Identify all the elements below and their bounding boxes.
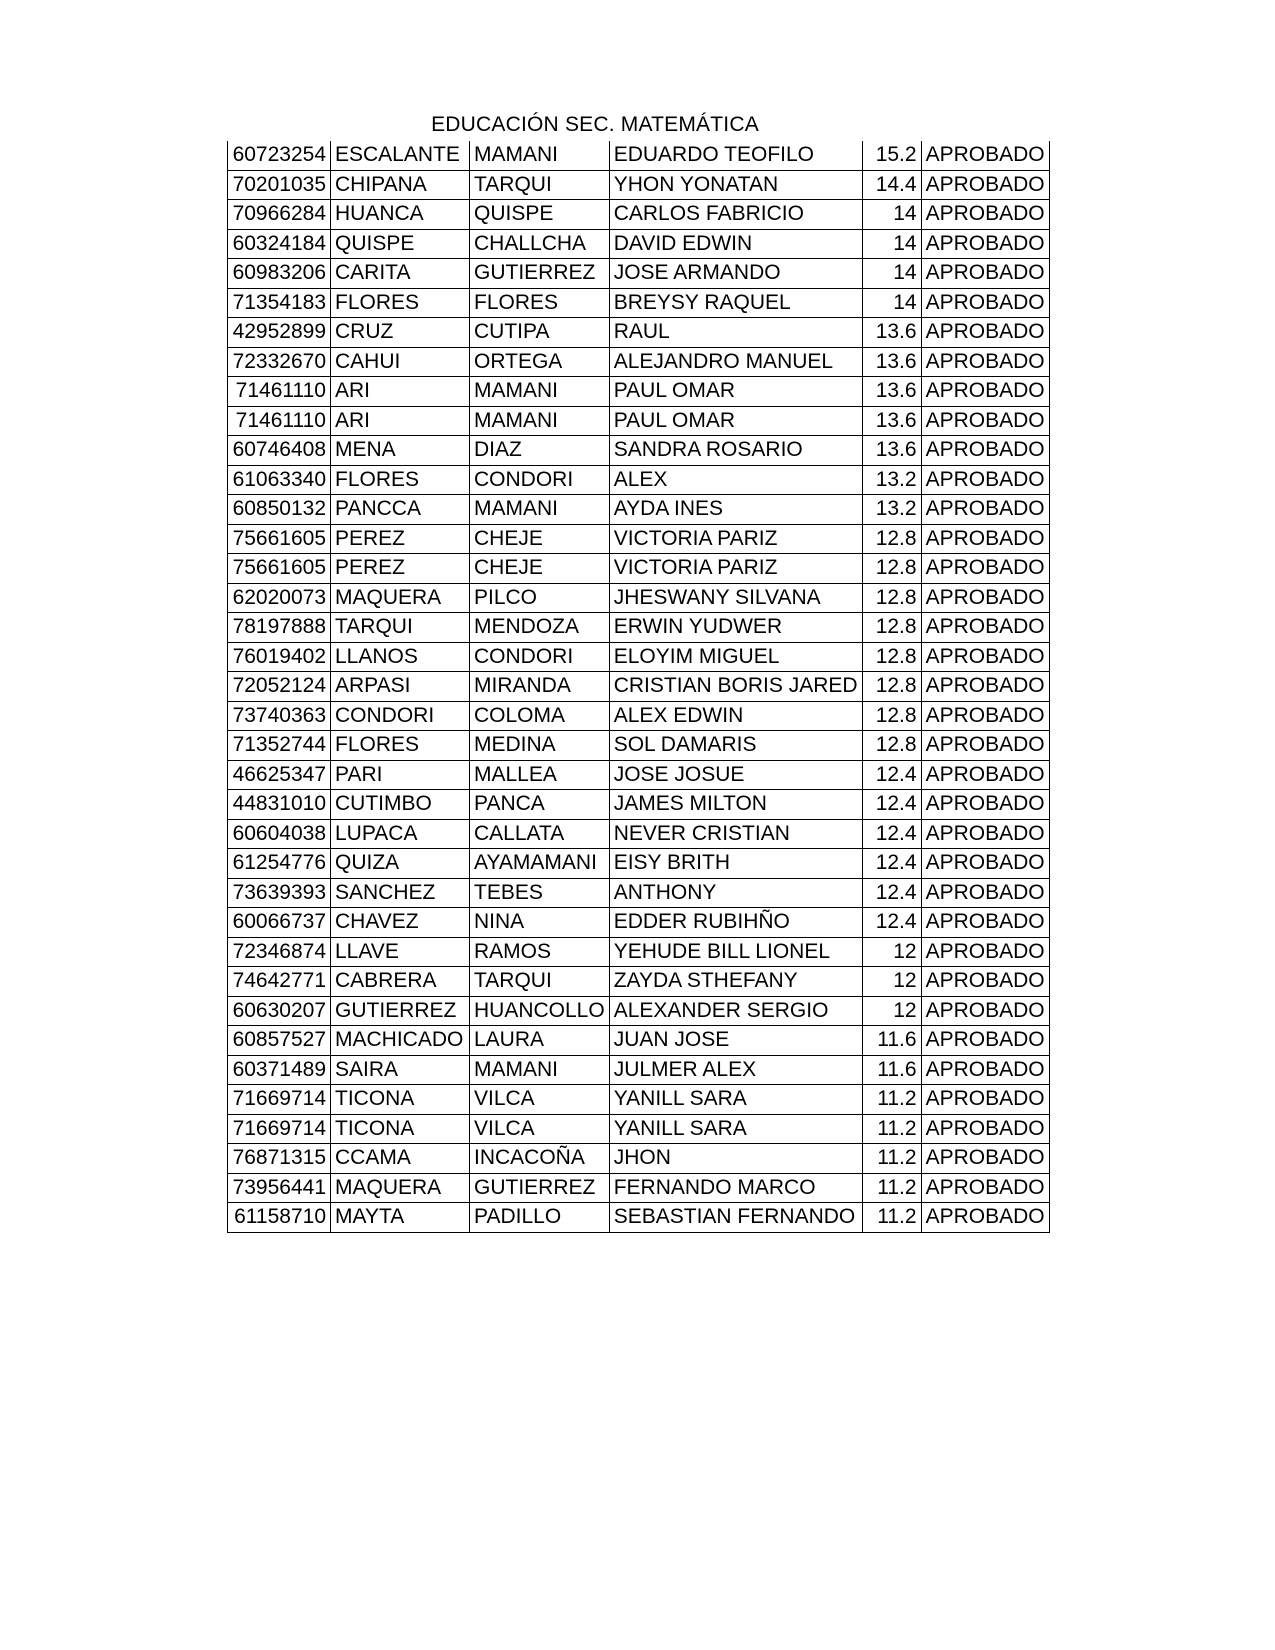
estado-cell: APROBADO	[921, 672, 1049, 702]
apellido-paterno-cell: MENA	[331, 436, 470, 466]
table-row	[228, 141, 1050, 170]
apellido-paterno-cell: PANCCA	[331, 495, 470, 525]
dni-cell: 60850132	[228, 495, 331, 525]
table-row	[228, 583, 1050, 613]
table-row	[228, 908, 1050, 938]
dni-cell: 61063340	[228, 465, 331, 495]
dni-cell: 46625347	[228, 760, 331, 790]
apellido-materno-cell: MAMANI	[470, 377, 610, 407]
apellido-paterno-cell: CONDORI	[331, 701, 470, 731]
nota-cell: 12	[862, 996, 921, 1026]
table-row	[228, 465, 1050, 495]
nombres-cell: YEHUDE BILL LIONEL	[609, 937, 862, 967]
apellido-materno-cell: VILCA	[470, 1085, 610, 1115]
estado-cell: APROBADO	[921, 701, 1049, 731]
nombres-cell: YANILL SARA	[609, 1085, 862, 1115]
nombres-cell: CARLOS FABRICIO	[609, 200, 862, 230]
nota-cell: 12	[862, 937, 921, 967]
apellido-paterno-cell: FLORES	[331, 465, 470, 495]
apellido-materno-cell: AYAMAMANI	[470, 849, 610, 879]
nota-cell: 11.6	[862, 1055, 921, 1085]
apellido-paterno-cell: ARPASI	[331, 672, 470, 702]
apellido-paterno-cell: CRUZ	[331, 318, 470, 348]
nota-cell: 11.2	[862, 1144, 921, 1174]
nota-cell: 13.6	[862, 347, 921, 377]
nombres-cell: SOL DAMARIS	[609, 731, 862, 761]
nota-cell: 12.4	[862, 908, 921, 938]
dni-cell: 60857527	[228, 1026, 331, 1056]
nombres-cell: JUAN JOSE	[609, 1026, 862, 1056]
nota-cell: 14	[862, 259, 921, 289]
apellido-paterno-cell: LLANOS	[331, 642, 470, 672]
apellido-materno-cell: CONDORI	[470, 642, 610, 672]
nota-cell: 12.8	[862, 524, 921, 554]
apellido-materno-cell: MALLEA	[470, 760, 610, 790]
results-table	[227, 141, 1050, 1233]
estado-cell: APROBADO	[921, 731, 1049, 761]
apellido-materno-cell: CHALLCHA	[470, 229, 610, 259]
nombres-cell: VICTORIA PARIZ	[609, 554, 862, 584]
nombres-cell: JOSE ARMANDO	[609, 259, 862, 289]
nota-cell: 11.2	[862, 1114, 921, 1144]
apellido-paterno-cell: TICONA	[331, 1085, 470, 1115]
apellido-materno-cell: CONDORI	[470, 465, 610, 495]
apellido-materno-cell: PADILLO	[470, 1203, 610, 1233]
dni-cell: 60604038	[228, 819, 331, 849]
apellido-paterno-cell: CHAVEZ	[331, 908, 470, 938]
table-row	[228, 967, 1050, 997]
apellido-materno-cell: MENDOZA	[470, 613, 610, 643]
dni-cell: 72332670	[228, 347, 331, 377]
table-row	[228, 229, 1050, 259]
dni-cell: 71461110	[228, 377, 331, 407]
nota-cell: 12.8	[862, 701, 921, 731]
nota-cell: 12	[862, 967, 921, 997]
nombres-cell: ELOYIM MIGUEL	[609, 642, 862, 672]
dni-cell: 61254776	[228, 849, 331, 879]
nota-cell: 14	[862, 200, 921, 230]
nombres-cell: RAUL	[609, 318, 862, 348]
dni-cell: 71461110	[228, 406, 331, 436]
apellido-paterno-cell: CCAMA	[331, 1144, 470, 1174]
nombres-cell: ALEXANDER SERGIO	[609, 996, 862, 1026]
estado-cell: APROBADO	[921, 377, 1049, 407]
estado-cell: APROBADO	[921, 406, 1049, 436]
nota-cell: 13.6	[862, 436, 921, 466]
table-row	[228, 554, 1050, 584]
apellido-materno-cell: CHEJE	[470, 554, 610, 584]
table-row	[228, 1114, 1050, 1144]
estado-cell: APROBADO	[921, 524, 1049, 554]
nombres-cell: EISY BRITH	[609, 849, 862, 879]
table-row	[228, 259, 1050, 289]
nota-cell: 14.4	[862, 170, 921, 200]
estado-cell: APROBADO	[921, 967, 1049, 997]
nota-cell: 11.6	[862, 1026, 921, 1056]
nombres-cell: ALEX EDWIN	[609, 701, 862, 731]
estado-cell: APROBADO	[921, 318, 1049, 348]
table-row	[228, 436, 1050, 466]
dni-cell: 61158710	[228, 1203, 331, 1233]
apellido-materno-cell: GUTIERREZ	[470, 259, 610, 289]
apellido-materno-cell: MAMANI	[470, 1055, 610, 1085]
estado-cell: APROBADO	[921, 1144, 1049, 1174]
dni-cell: 73956441	[228, 1173, 331, 1203]
table-row	[228, 819, 1050, 849]
nombres-cell: PAUL OMAR	[609, 377, 862, 407]
table-row	[228, 878, 1050, 908]
apellido-materno-cell: MIRANDA	[470, 672, 610, 702]
estado-cell: APROBADO	[921, 1203, 1049, 1233]
apellido-materno-cell: RAMOS	[470, 937, 610, 967]
estado-cell: APROBADO	[921, 259, 1049, 289]
table-row	[228, 1203, 1050, 1233]
results-table-body	[228, 141, 1050, 1232]
dni-cell: 75661605	[228, 524, 331, 554]
apellido-materno-cell: TEBES	[470, 878, 610, 908]
nombres-cell: ANTHONY	[609, 878, 862, 908]
estado-cell: APROBADO	[921, 878, 1049, 908]
apellido-materno-cell: PANCA	[470, 790, 610, 820]
apellido-paterno-cell: GUTIERREZ	[331, 996, 470, 1026]
apellido-paterno-cell: LUPACA	[331, 819, 470, 849]
apellido-paterno-cell: CARITA	[331, 259, 470, 289]
nota-cell: 12.8	[862, 554, 921, 584]
dni-cell: 60746408	[228, 436, 331, 466]
table-row	[228, 495, 1050, 525]
estado-cell: APROBADO	[921, 613, 1049, 643]
nombres-cell: EDDER RUBIHÑO	[609, 908, 862, 938]
estado-cell: APROBADO	[921, 347, 1049, 377]
estado-cell: APROBADO	[921, 170, 1049, 200]
dni-cell: 62020073	[228, 583, 331, 613]
apellido-materno-cell: CALLATA	[470, 819, 610, 849]
table-row	[228, 200, 1050, 230]
nota-cell: 12.4	[862, 790, 921, 820]
apellido-materno-cell: TARQUI	[470, 967, 610, 997]
estado-cell: APROBADO	[921, 229, 1049, 259]
table-row	[228, 1085, 1050, 1115]
apellido-paterno-cell: CUTIMBO	[331, 790, 470, 820]
estado-cell: APROBADO	[921, 554, 1049, 584]
estado-cell: APROBADO	[921, 465, 1049, 495]
apellido-materno-cell: QUISPE	[470, 200, 610, 230]
estado-cell: APROBADO	[921, 642, 1049, 672]
dni-cell: 73639393	[228, 878, 331, 908]
dni-cell: 73740363	[228, 701, 331, 731]
nota-cell: 12.8	[862, 613, 921, 643]
table-row	[228, 406, 1050, 436]
nombres-cell: EDUARDO TEOFILO	[609, 141, 862, 170]
dni-cell: 76871315	[228, 1144, 331, 1174]
nota-cell: 13.6	[862, 318, 921, 348]
nombres-cell: YANILL SARA	[609, 1114, 862, 1144]
nota-cell: 14	[862, 288, 921, 318]
nota-cell: 15.2	[862, 141, 921, 170]
nota-cell: 12.4	[862, 849, 921, 879]
apellido-paterno-cell: FLORES	[331, 731, 470, 761]
estado-cell: APROBADO	[921, 1085, 1049, 1115]
dni-cell: 76019402	[228, 642, 331, 672]
nota-cell: 11.2	[862, 1173, 921, 1203]
nota-cell: 12.8	[862, 583, 921, 613]
estado-cell: APROBADO	[921, 760, 1049, 790]
dni-cell: 60630207	[228, 996, 331, 1026]
nombres-cell: PAUL OMAR	[609, 406, 862, 436]
nota-cell: 12.8	[862, 642, 921, 672]
table-row	[228, 613, 1050, 643]
apellido-materno-cell: LAURA	[470, 1026, 610, 1056]
nombres-cell: CRISTIAN BORIS JARED	[609, 672, 862, 702]
dni-cell: 71352744	[228, 731, 331, 761]
apellido-paterno-cell: MAYTA	[331, 1203, 470, 1233]
estado-cell: APROBADO	[921, 200, 1049, 230]
table-row	[228, 996, 1050, 1026]
nombres-cell: JHESWANY SILVANA	[609, 583, 862, 613]
estado-cell: APROBADO	[921, 495, 1049, 525]
apellido-materno-cell: MAMANI	[470, 406, 610, 436]
apellido-materno-cell: CHEJE	[470, 524, 610, 554]
nota-cell: 14	[862, 229, 921, 259]
nota-cell: 13.2	[862, 495, 921, 525]
dni-cell: 60983206	[228, 259, 331, 289]
nombres-cell: JAMES MILTON	[609, 790, 862, 820]
table-row	[228, 1055, 1050, 1085]
apellido-materno-cell: MAMANI	[470, 495, 610, 525]
estado-cell: APROBADO	[921, 819, 1049, 849]
table-row	[228, 731, 1050, 761]
table-row	[228, 672, 1050, 702]
nombres-cell: FERNANDO MARCO	[609, 1173, 862, 1203]
apellido-paterno-cell: QUIZA	[331, 849, 470, 879]
dni-cell: 71354183	[228, 288, 331, 318]
nombres-cell: ZAYDA STHEFANY	[609, 967, 862, 997]
nota-cell: 12.4	[862, 878, 921, 908]
table-row	[228, 1144, 1050, 1174]
apellido-materno-cell: ORTEGA	[470, 347, 610, 377]
apellido-materno-cell: VILCA	[470, 1114, 610, 1144]
apellido-materno-cell: CUTIPA	[470, 318, 610, 348]
apellido-materno-cell: HUANCOLLO	[470, 996, 610, 1026]
nombres-cell: NEVER CRISTIAN	[609, 819, 862, 849]
apellido-paterno-cell: TICONA	[331, 1114, 470, 1144]
table-row	[228, 1026, 1050, 1056]
estado-cell: APROBADO	[921, 141, 1049, 170]
page-title: EDUCACIÓN SEC. MATEMÁTICA	[431, 113, 759, 136]
estado-cell: APROBADO	[921, 849, 1049, 879]
apellido-paterno-cell: ARI	[331, 377, 470, 407]
dni-cell: 74642771	[228, 967, 331, 997]
dni-cell: 78197888	[228, 613, 331, 643]
estado-cell: APROBADO	[921, 790, 1049, 820]
apellido-paterno-cell: TARQUI	[331, 613, 470, 643]
nombres-cell: ALEJANDRO MANUEL	[609, 347, 862, 377]
nota-cell: 13.2	[862, 465, 921, 495]
table-row	[228, 642, 1050, 672]
apellido-materno-cell: TARQUI	[470, 170, 610, 200]
apellido-paterno-cell: FLORES	[331, 288, 470, 318]
dni-cell: 72052124	[228, 672, 331, 702]
dni-cell: 44831010	[228, 790, 331, 820]
nombres-cell: DAVID EDWIN	[609, 229, 862, 259]
nombres-cell: ERWIN YUDWER	[609, 613, 862, 643]
nota-cell: 11.2	[862, 1085, 921, 1115]
table-row	[228, 524, 1050, 554]
dni-cell: 70201035	[228, 170, 331, 200]
table-row	[228, 701, 1050, 731]
apellido-paterno-cell: LLAVE	[331, 937, 470, 967]
nota-cell: 12.8	[862, 672, 921, 702]
apellido-paterno-cell: HUANCA	[331, 200, 470, 230]
apellido-materno-cell: COLOMA	[470, 701, 610, 731]
dni-cell: 60066737	[228, 908, 331, 938]
table-row	[228, 288, 1050, 318]
table-row	[228, 760, 1050, 790]
nota-cell: 13.6	[862, 377, 921, 407]
table-row	[228, 347, 1050, 377]
apellido-paterno-cell: ESCALANTE	[331, 141, 470, 170]
apellido-paterno-cell: SAIRA	[331, 1055, 470, 1085]
estado-cell: APROBADO	[921, 288, 1049, 318]
apellido-paterno-cell: MAQUERA	[331, 1173, 470, 1203]
nota-cell: 13.6	[862, 406, 921, 436]
table-row	[228, 377, 1050, 407]
table-row	[228, 170, 1050, 200]
apellido-paterno-cell: MAQUERA	[331, 583, 470, 613]
estado-cell: APROBADO	[921, 583, 1049, 613]
apellido-paterno-cell: CHIPANA	[331, 170, 470, 200]
estado-cell: APROBADO	[921, 1026, 1049, 1056]
nombres-cell: ALEX	[609, 465, 862, 495]
apellido-materno-cell: MAMANI	[470, 141, 610, 170]
apellido-paterno-cell: PEREZ	[331, 524, 470, 554]
nombres-cell: JOSE JOSUE	[609, 760, 862, 790]
apellido-paterno-cell: PARI	[331, 760, 470, 790]
estado-cell: APROBADO	[921, 908, 1049, 938]
estado-cell: APROBADO	[921, 436, 1049, 466]
apellido-paterno-cell: CAHUI	[331, 347, 470, 377]
dni-cell: 60371489	[228, 1055, 331, 1085]
nombres-cell: SEBASTIAN FERNANDO	[609, 1203, 862, 1233]
dni-cell: 71669714	[228, 1085, 331, 1115]
apellido-materno-cell: NINA	[470, 908, 610, 938]
nota-cell: 12.4	[862, 819, 921, 849]
table-row	[228, 937, 1050, 967]
dni-cell: 71669714	[228, 1114, 331, 1144]
nombres-cell: YHON YONATAN	[609, 170, 862, 200]
apellido-materno-cell: PILCO	[470, 583, 610, 613]
apellido-paterno-cell: PEREZ	[331, 554, 470, 584]
apellido-materno-cell: GUTIERREZ	[470, 1173, 610, 1203]
apellido-paterno-cell: MACHICADO	[331, 1026, 470, 1056]
apellido-materno-cell: FLORES	[470, 288, 610, 318]
apellido-paterno-cell: CABRERA	[331, 967, 470, 997]
estado-cell: APROBADO	[921, 1173, 1049, 1203]
dni-cell: 75661605	[228, 554, 331, 584]
estado-cell: APROBADO	[921, 996, 1049, 1026]
table-row	[228, 849, 1050, 879]
apellido-paterno-cell: ARI	[331, 406, 470, 436]
dni-cell: 60324184	[228, 229, 331, 259]
nombres-cell: JHON	[609, 1144, 862, 1174]
dni-cell: 42952899	[228, 318, 331, 348]
nota-cell: 12.8	[862, 731, 921, 761]
nombres-cell: SANDRA ROSARIO	[609, 436, 862, 466]
estado-cell: APROBADO	[921, 1055, 1049, 1085]
table-row	[228, 318, 1050, 348]
nombres-cell: AYDA INES	[609, 495, 862, 525]
dni-cell: 70966284	[228, 200, 331, 230]
dni-cell: 60723254	[228, 141, 331, 170]
table-row	[228, 1173, 1050, 1203]
estado-cell: APROBADO	[921, 937, 1049, 967]
apellido-paterno-cell: QUISPE	[331, 229, 470, 259]
nombres-cell: BREYSY RAQUEL	[609, 288, 862, 318]
nota-cell: 12.4	[862, 760, 921, 790]
nombres-cell: JULMER ALEX	[609, 1055, 862, 1085]
table-row	[228, 790, 1050, 820]
estado-cell: APROBADO	[921, 1114, 1049, 1144]
dni-cell: 72346874	[228, 937, 331, 967]
nota-cell: 11.2	[862, 1203, 921, 1233]
apellido-materno-cell: INCACOÑA	[470, 1144, 610, 1174]
apellido-paterno-cell: SANCHEZ	[331, 878, 470, 908]
nombres-cell: VICTORIA PARIZ	[609, 524, 862, 554]
apellido-materno-cell: DIAZ	[470, 436, 610, 466]
apellido-materno-cell: MEDINA	[470, 731, 610, 761]
